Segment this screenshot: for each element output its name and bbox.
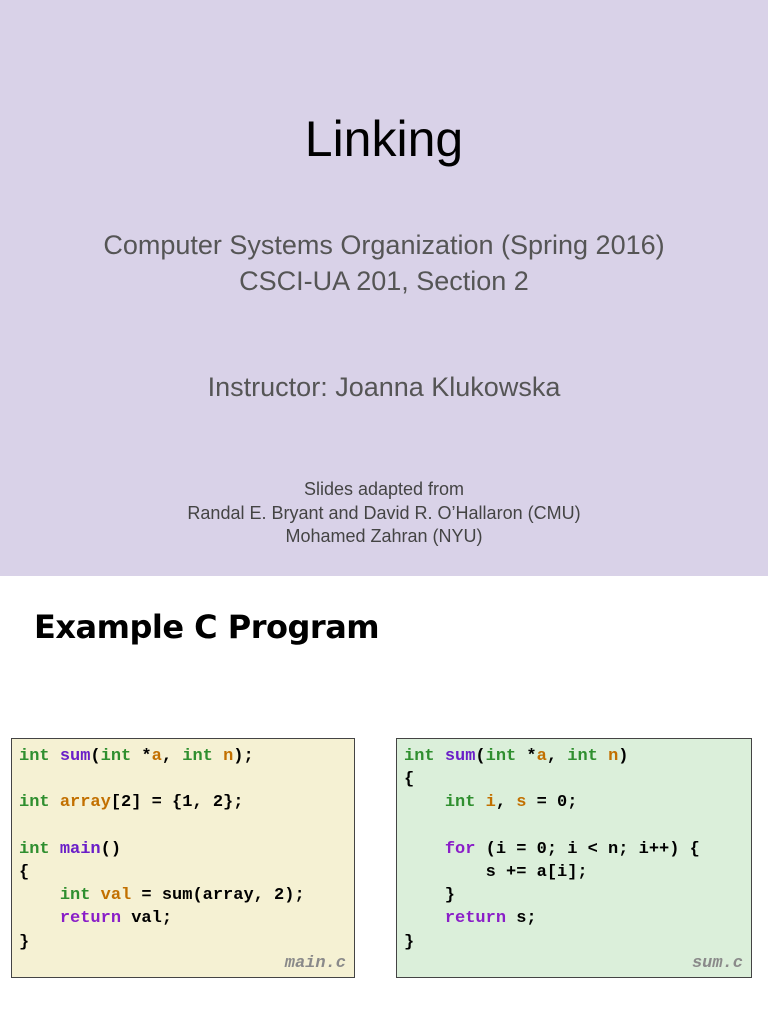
code-line: int i, s = 0; xyxy=(444,793,578,813)
course-section: CSCI-UA 201, Section 2 xyxy=(239,266,529,296)
code-line: return s; xyxy=(444,909,537,929)
instructor-name: Instructor: Joanna Klukowska xyxy=(207,372,561,402)
course-subtitle xyxy=(0,227,768,299)
slide-heading: Example C Program xyxy=(34,608,380,646)
main-c-code xyxy=(19,745,305,954)
code-line: } xyxy=(19,932,30,952)
sum-c-code xyxy=(404,745,700,954)
slide-credits xyxy=(0,478,768,549)
code-line: int array[2] = {1, 2}; xyxy=(19,793,244,813)
sum-c-filename: sum.c xyxy=(691,954,743,973)
sum-c-code-box xyxy=(396,738,752,978)
code-line: int sum(int *a, int n); xyxy=(19,747,254,766)
main-c-filename: main.c xyxy=(284,954,346,973)
code-line: int sum(int *a, int n) xyxy=(404,747,629,766)
course-name: Computer Systems Organization (Spring 2016) xyxy=(103,230,665,260)
code-line: } xyxy=(404,886,456,906)
code-line: for (i = 0; i < n; i++) { xyxy=(444,839,700,859)
code-line: return val; xyxy=(59,909,173,929)
code-line: int main() xyxy=(19,839,122,859)
code-line: int val = sum(array, 2); xyxy=(59,886,305,906)
code-line-blank xyxy=(19,768,305,791)
credits-authors-cmu: Randal E. Bryant and David R. O’Hallaron (CMU) xyxy=(187,502,581,523)
content-slide xyxy=(0,576,768,1024)
code-line: { xyxy=(404,770,415,790)
code-line-blank xyxy=(404,815,700,838)
code-line: s += a[i]; xyxy=(404,862,588,882)
code-line: { xyxy=(19,862,30,882)
slide-title: Linking xyxy=(304,111,464,167)
credits-intro: Slides adapted from xyxy=(303,479,465,499)
credits-authors-nyu: Mohamed Zahran (NYU) xyxy=(285,526,483,546)
code-line-blank xyxy=(19,815,305,838)
code-line: } xyxy=(404,932,415,952)
main-c-code-box xyxy=(11,738,355,978)
